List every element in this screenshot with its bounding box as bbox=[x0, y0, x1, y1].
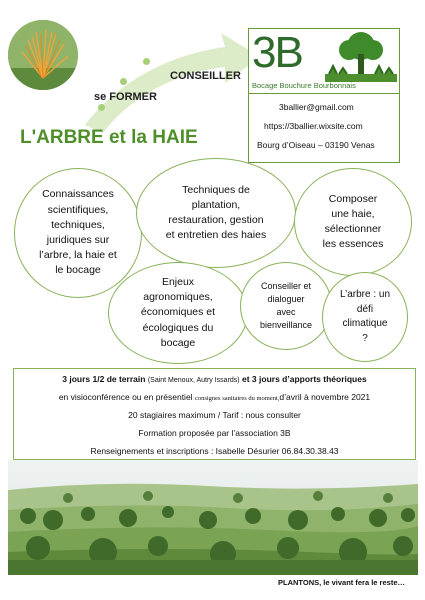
bubble-text: Enjeux bbox=[161, 275, 195, 288]
bubble-text: bocage bbox=[160, 336, 196, 349]
bubble-text: juridiques sur bbox=[46, 234, 110, 246]
bubble-text: Techniques de bbox=[182, 183, 250, 196]
info-line-2 bbox=[14, 392, 415, 402]
bubble-text: Conseiller et bbox=[260, 280, 311, 291]
bubble-text: une haie, bbox=[331, 207, 375, 220]
bubble-text: le bocage bbox=[55, 264, 101, 277]
bubble-text: avec bbox=[276, 307, 296, 317]
bubble-enjeux bbox=[108, 262, 248, 364]
step-former: se FORMER bbox=[94, 91, 157, 103]
bubble-defi bbox=[322, 272, 408, 362]
footer-slogan: PLANTONS, le vivant fera le reste… bbox=[278, 578, 405, 587]
contact-address: Bourg d’Oiseau – 03190 Venas bbox=[257, 140, 375, 150]
bubble-text: L’arbre : un bbox=[339, 289, 391, 300]
contact-box bbox=[248, 93, 400, 163]
step-dot bbox=[98, 104, 105, 111]
bubble-text: scientifiques, bbox=[47, 203, 109, 216]
info-line-5: Renseignements et inscriptions : Isabelle Désurier 06.84.30.38.43 bbox=[90, 446, 339, 456]
bubble-text: l’arbre, la haie et bbox=[39, 249, 117, 262]
contact-email[interactable]: 3ballier@gmail.com bbox=[279, 102, 354, 112]
tree-logo-icon bbox=[325, 30, 397, 82]
bubble-conseiller bbox=[240, 262, 332, 350]
info-box bbox=[13, 368, 416, 460]
bubble-text: plantation, bbox=[191, 198, 241, 211]
bubble-text: économiques et bbox=[140, 306, 216, 319]
bubble-text: restauration, gestion bbox=[168, 214, 264, 226]
info-text: d’avril à novembre 2021 bbox=[279, 392, 371, 402]
bubble-text: agronomiques, bbox=[143, 291, 213, 304]
bubble-text: Composer bbox=[328, 192, 378, 205]
info-text: en visioconférence ou en présentiel bbox=[58, 392, 193, 402]
step-dot bbox=[120, 78, 127, 85]
bubble-composer bbox=[294, 168, 412, 276]
bubble-text: techniques, bbox=[51, 218, 105, 231]
info-text: et 3 jours d’apports théoriques bbox=[242, 374, 367, 384]
landscape-photo bbox=[8, 460, 418, 575]
bubble-text: climatique bbox=[342, 318, 388, 329]
info-line-3: 20 stagiaires maximum / Tarif : nous consulter bbox=[128, 410, 301, 420]
bubble-text: défi bbox=[356, 303, 374, 315]
step-conseiller: CONSEILLER bbox=[170, 70, 241, 82]
info-line-1 bbox=[14, 374, 415, 384]
info-line-4: Formation proposée par l’association 3B bbox=[138, 428, 291, 438]
bubble-text: bienveillance bbox=[259, 320, 313, 331]
bubble-connaissances bbox=[14, 168, 142, 298]
shrub-photo bbox=[8, 20, 78, 90]
bubble-text: Connaissances bbox=[42, 188, 114, 201]
bubble-text: écologiques du bbox=[142, 321, 214, 334]
bubble-text: sélectionner bbox=[324, 223, 382, 235]
bubble-text: et entretien des haies bbox=[165, 229, 267, 242]
info-text: (Saint Menoux, Autry Issards) bbox=[147, 377, 240, 384]
bubble-text: ? bbox=[362, 332, 368, 344]
bubble-text: dialoguer bbox=[267, 293, 305, 304]
logo-mark: 3B bbox=[252, 28, 302, 77]
contact-website[interactable]: https://3ballier.wixsite.com bbox=[264, 121, 363, 131]
page-title: L'ARBRE et la HAIE bbox=[20, 127, 198, 148]
info-text: 3 jours 1/2 de terrain bbox=[62, 374, 146, 384]
bubble-text: les essences bbox=[322, 238, 384, 251]
logo-subtitle: Bocage Bouchure Bourbonnais bbox=[252, 81, 356, 90]
bubble-techniques bbox=[136, 158, 296, 268]
info-text: consignes sanitaires du moment, bbox=[194, 395, 280, 402]
step-dot bbox=[143, 58, 150, 65]
